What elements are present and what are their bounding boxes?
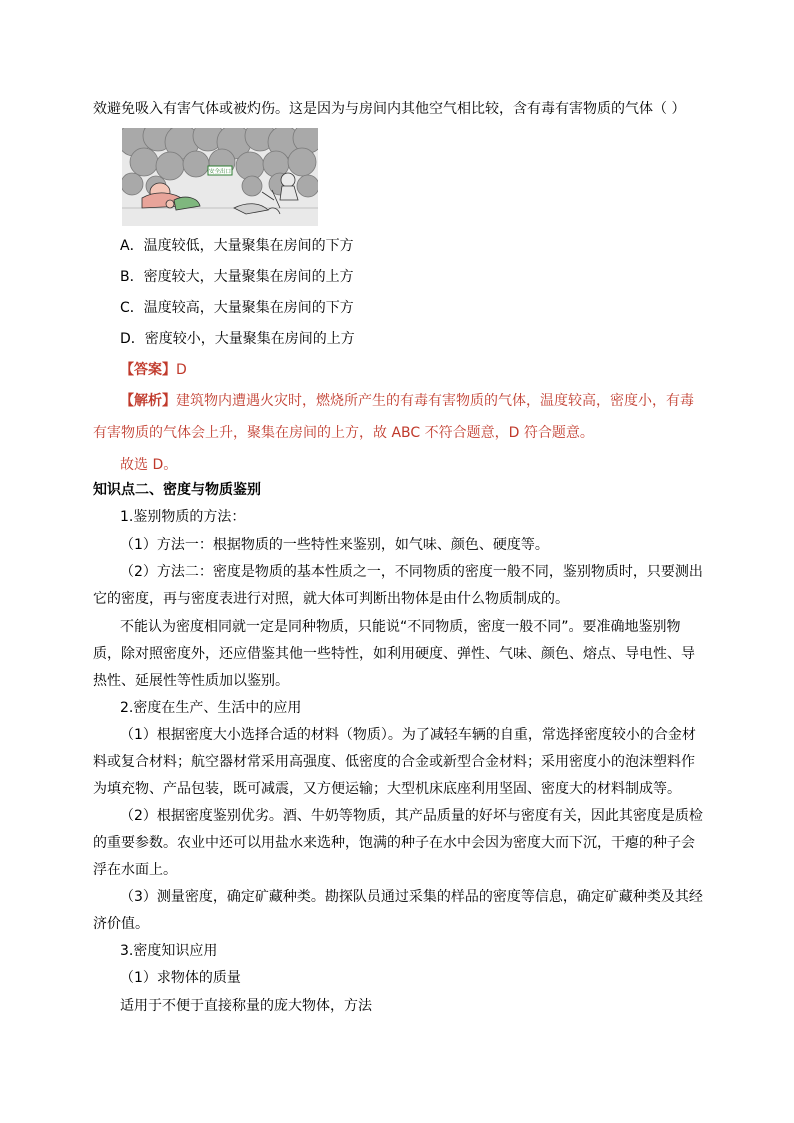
kp-line-11: 为填充物、产品包装，既可减震，又方便运输；大型机床底座利用坚固、密度大的材料制成等。 <box>93 781 681 797</box>
option-b: B．密度较大，大量聚集在房间的上方 <box>120 269 354 285</box>
option-d: D．密度较小，大量聚集在房间的上方 <box>120 331 355 347</box>
analysis-line-2: 有害物质的气体会上升，聚集在房间的上方，故 ABC 不符合题意，D 符合题意。 <box>93 425 594 441</box>
kp-line-16: 济价值。 <box>93 916 149 932</box>
kp-line-10: 料或复合材料；航空器材常采用高强度、低密度的合金或新型合金材料；采用密度小的泡沫塑料作 <box>93 754 695 770</box>
question-stem: 效避免吸入有害气体或被灼伤。这是因为与房间内其他空气相比较，含有毒有害物质的气体（ ） <box>93 101 686 117</box>
kp-line-17: 3.密度知识应用 <box>120 943 218 959</box>
section-heading: 知识点二、密度与物质鉴别 <box>93 482 261 498</box>
kp-line-13: 的重要参数。农业中还可以用盐水来选种，饱满的种子在水中会因为密度大而下沉，干瘪的种子会 <box>93 835 695 851</box>
analysis-text-1: 建筑物内遭遇火灾时，燃烧所产生的有毒有害物质的气体，温度较高，密度小，有毒 <box>176 393 694 409</box>
option-a: A．温度较低，大量聚集在房间的下方 <box>120 238 354 254</box>
kp-line-5: 不能认为密度相同就一定是同种物质，只能说“不同物质，密度一般不同”。要准确地鉴别物 <box>120 619 681 635</box>
kp-line-7: 热性、延展性等性质加以鉴别。 <box>93 673 289 689</box>
kp-line-1: 1.鉴别物质的方法： <box>120 509 246 525</box>
fire-escape-illustration <box>122 128 318 226</box>
kp-line-4: 它的密度，再与密度表进行对照，就大体可判断出物体是由什么物质制成的。 <box>93 591 569 607</box>
kp-line-15: （3）测量密度，确定矿藏种类。勘探队员通过采集的样品的密度等信息，确定矿藏种类及其经 <box>120 889 703 905</box>
kp-line-8: 2.密度在生产、生活中的应用 <box>120 700 302 716</box>
answer-tag: 【答案】 <box>120 362 176 378</box>
kp-line-9: （1）根据密度大小选择合适的材料（物质）。为了减轻车辆的自重，常选择密度较小的合金材 <box>120 727 696 743</box>
kp-line-3: （2）方法二：密度是物质的基本性质之一，不同物质的密度一般不同，鉴别物质时，只要测出 <box>120 564 703 580</box>
answer-line <box>120 360 187 380</box>
exit-sign-text: 安全出口 <box>208 169 232 175</box>
analysis-line-1 <box>120 391 694 411</box>
kp-line-2: （1）方法一：根据物质的一些特性来鉴别，如气味、颜色、硬度等。 <box>120 537 549 553</box>
kp-line-14: 浮在水面上。 <box>93 862 177 878</box>
answer-value: D <box>176 362 187 378</box>
option-c: C．温度较高，大量聚集在房间的下方 <box>120 300 354 316</box>
analysis-tag: 【解析】 <box>120 393 176 409</box>
kp-line-19: 适用于不便于直接称量的庞大物体，方法 <box>120 998 372 1014</box>
kp-line-18: （1）求物体的质量 <box>120 970 241 986</box>
kp-line-12: （2）根据密度鉴别优劣。酒、牛奶等物质，其产品质量的好坏与密度有关，因此其密度是质检 <box>120 808 703 824</box>
conclusion: 故选 D。 <box>120 457 178 473</box>
kp-line-6: 质，除对照密度外，还应借鉴其他一些特性，如利用硬度、弹性、气味、颜色、熔点、导电性、导 <box>93 646 695 662</box>
